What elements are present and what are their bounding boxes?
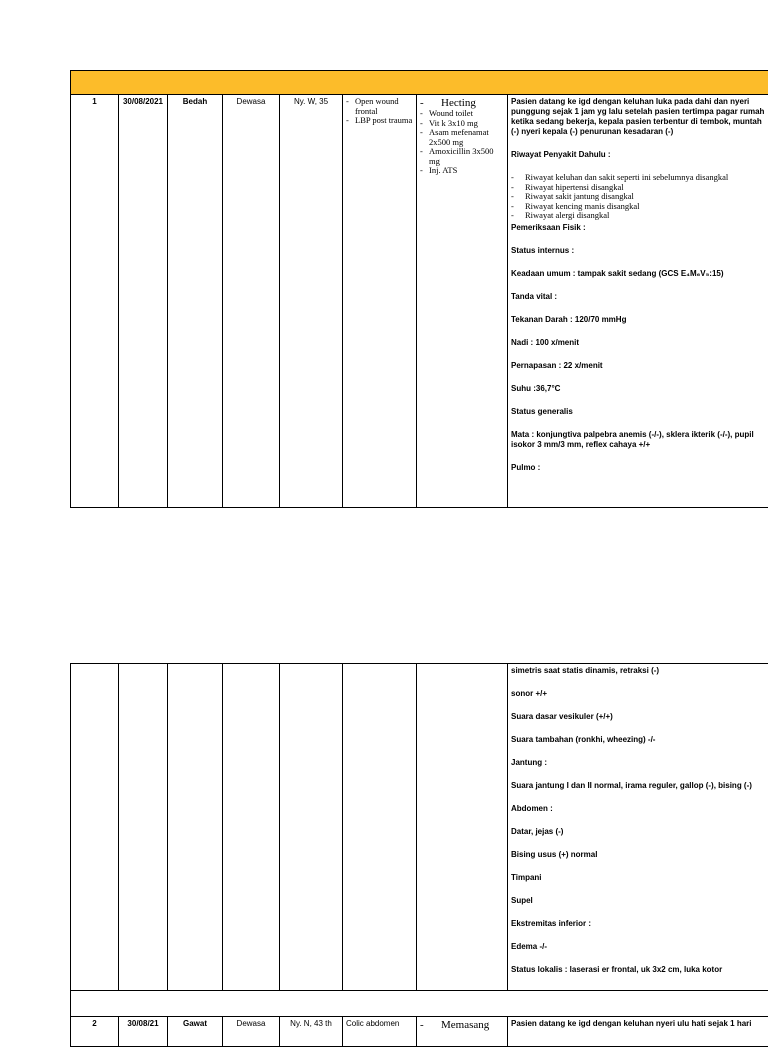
table-spacer-row [71,991,768,1017]
therapy-item: - Amoxicillin 3x500 mg [420,147,504,166]
row-diagnosis [343,95,417,508]
notes-line: Suhu :36,7°C [511,384,766,394]
history-item: - Riwayat sakit jantung disangkal [511,192,766,202]
notes-line: Status generalis [511,407,766,417]
row-unit: Gawat [168,1017,223,1047]
row-number: 2 [71,1017,119,1047]
notes-line: Bising usus (+) normal [511,850,766,860]
notes-line: Jantung : [511,758,766,768]
row-patient: Ny. N, 43 th [280,1017,343,1047]
notes-line: Status internus : [511,246,766,256]
notes-line: Edema -/- [511,942,766,952]
notes-line: Nadi : 100 x/menit [511,338,766,348]
row-notes-continued [508,664,768,991]
row-notes: Pasien datang ke igd dengan keluhan nyeri ulu hati sejak 1 hari [508,1017,768,1047]
therapy-item: - Vit k 3x10 mg [420,119,504,129]
row-patient: Ny. W, 35 [280,95,343,508]
notes-line: Tanda vital : [511,292,766,302]
row-age-group: Dewasa [223,1017,280,1047]
history-item: - Riwayat keluhan dan sakit seperti ini sebelumnya disangkal [511,173,766,183]
row-therapy [417,1017,508,1047]
notes-line: Mata : konjungtiva palpebra anemis (-/-), sklera ikterik (-/-), pupil isokor 3 mm/3 mm, reflex cahaya +/+ [511,430,766,450]
diagnosis-item: - LBP post trauma [346,116,413,126]
notes-history-title: Riwayat Penyakit Dahulu : [511,150,766,160]
table-row [71,664,768,991]
therapy-heading: - Hecting [420,97,504,109]
patient-log-table [70,70,768,508]
row-date: 30/08/21 [119,1017,168,1047]
diagnosis-item: - Open wound frontal [346,97,413,116]
row-diagnosis: Colic abdomen [343,1017,417,1047]
patient-log-table-continued [70,663,768,1047]
notes-line: Suara dasar vesikuler (+/+) [511,712,766,722]
therapy-item: - Wound toilet [420,109,504,119]
row-therapy [417,95,508,508]
notes-line: sonor +/+ [511,689,766,699]
notes-line: Pernapasan : 22 x/menit [511,361,766,371]
notes-line: Abdomen : [511,804,766,814]
history-item: - Riwayat kencing manis disangkal [511,202,766,212]
notes-line: Suara jantung I dan II normal, irama reguler, gallop (-), bising (-) [511,781,766,791]
row-date: 30/08/2021 [119,95,168,508]
notes-line: Tekanan Darah : 120/70 mmHg [511,315,766,325]
notes-line: Timpani [511,873,766,883]
row-age-group: Dewasa [223,95,280,508]
table-row [71,1017,768,1047]
history-item: - Riwayat alergi disangkal [511,211,766,221]
notes-line: Supel [511,896,766,906]
notes-line: simetris saat statis dinamis, retraksi (-) [511,666,766,676]
notes-line: Ekstremitas inferior : [511,919,766,929]
notes-complaint: Pasien datang ke igd dengan keluhan luka pada dahi dan nyeri punggung sejak 1 jam yg lalu setelah pasien tertimpa pagar rumah ketika sedang bekerja, kepala pasien terbentur di tembok, muntah (-) nyeri kepala (-) penurunan kesadaran (-) [511,97,766,137]
table-row [71,95,768,508]
therapy-item: - Inj. ATS [420,166,504,176]
row-notes [508,95,768,508]
notes-line: Keadaan umum : tampak sakit sedang (GCS E₄M₆V₅:15) [511,269,766,279]
notes-line: Datar, jejas (-) [511,827,766,837]
notes-exam-title: Pemeriksaan Fisik : [511,223,766,233]
history-item: - Riwayat hipertensi disangkal [511,183,766,193]
therapy-heading: - Memasang [420,1019,504,1031]
row-number: 1 [71,95,119,508]
notes-line: Pulmo : [511,463,766,473]
therapy-item: - Asam mefenamat 2x500 mg [420,128,504,147]
table-header-band [71,71,768,95]
row-unit: Bedah [168,95,223,508]
notes-line: Suara tambahan (ronkhi, wheezing) -/- [511,735,766,745]
notes-line: Status lokalis : laserasi er frontal, uk 3x2 cm, luka kotor [511,965,766,975]
